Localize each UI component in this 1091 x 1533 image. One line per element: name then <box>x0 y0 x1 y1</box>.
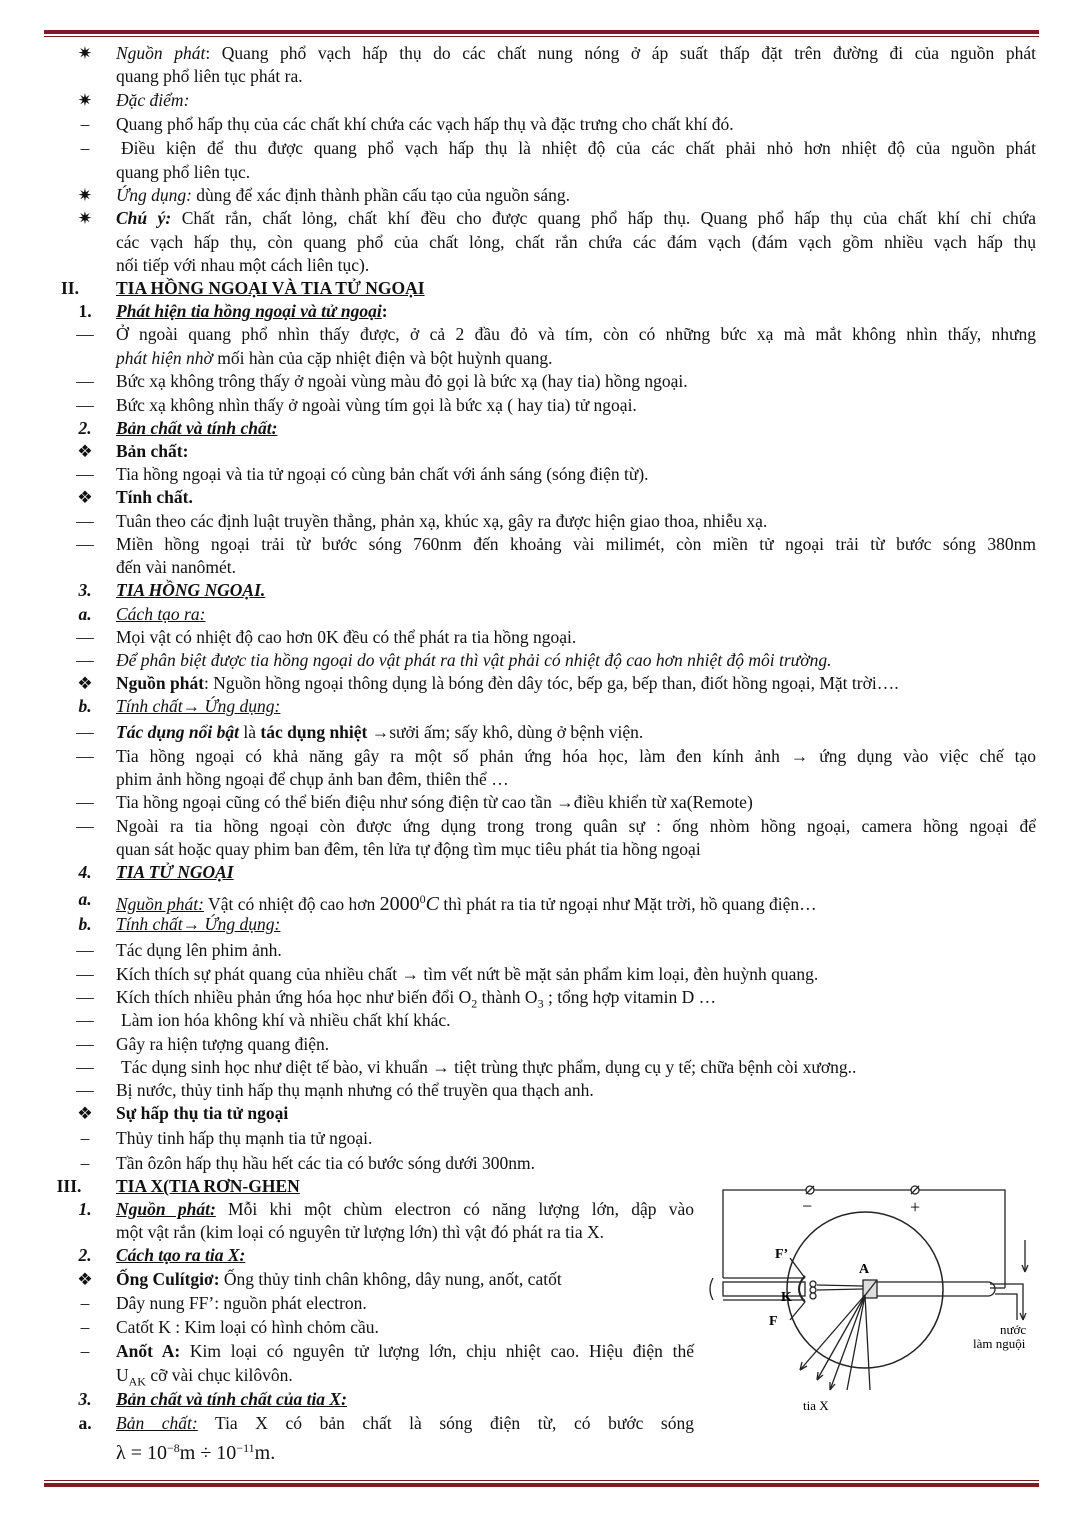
line-text <box>116 963 818 985</box>
text-segment: TIA HỒNG NGOẠI VÀ TIA TỬ NGOẠI <box>116 278 425 298</box>
text-segment: quang phổ liên tục. <box>116 162 251 182</box>
line-text <box>116 649 831 671</box>
text-segment: Chú ý: <box>116 208 172 228</box>
list-marker: 4. <box>78 862 92 882</box>
list-marker: 1. <box>78 301 92 321</box>
text-segment: Sự hấp thụ tia tử ngoại <box>116 1103 289 1123</box>
text-segment: −8 <box>166 1441 180 1455</box>
text-segment: Ở ngoài quang phổ nhìn thấy được, ở cả 2 đầu đỏ và tím, còn có những bức xạ mà mắt không nhìn thấy, nhưng <box>116 324 1036 344</box>
text-segment: Tuân theo các định luật truyền thẳng, phản xạ, khúc xạ, gây ra được hiện giao thoa, nhiễu xạ. <box>116 511 768 531</box>
list-marker: – <box>80 1153 90 1173</box>
list-marker: – <box>80 114 90 134</box>
text-segment: m. <box>254 1441 276 1464</box>
text-segment: → <box>182 914 205 934</box>
list-marker: — <box>76 964 94 984</box>
text-segment: dùng để xác định thành phần cấu tạo của nguồn sáng. <box>191 185 570 205</box>
text-segment: Ứng dụng: <box>204 696 281 716</box>
line-text <box>116 486 193 508</box>
text-segment: các vạch hấp thụ, còn quang phổ của chất lỏng, chất rắn chứa các đám vạch (đám vạch gồm nhiều vạch hấp thụ <box>116 232 1036 252</box>
text-segment: Tính chất <box>116 696 183 716</box>
list-marker: ❖ <box>77 441 93 461</box>
line-text <box>116 791 753 813</box>
line-text <box>116 1292 367 1314</box>
text-segment: Phát hiện tia hồng ngoại và tử ngoại <box>116 301 382 321</box>
line-text <box>116 277 425 299</box>
text-segment: C <box>425 892 439 915</box>
list-marker: III. <box>56 1176 82 1196</box>
line-text <box>116 1127 372 1149</box>
text-segment: Ứng dụng: <box>204 914 281 934</box>
list-marker: 3. <box>78 1389 92 1409</box>
line-text <box>116 695 280 717</box>
text-segment: Ống Culítgiơ: <box>116 1269 220 1289</box>
text-segment: là <box>239 722 261 742</box>
line-text <box>116 1221 604 1243</box>
text-segment: TIA X(TIA RƠN-GHEN <box>116 1176 300 1196</box>
text-segment: Tác dụng nổi bật <box>116 722 240 742</box>
label-cooling: làm nguội <box>973 1336 1026 1351</box>
minus-sign: − <box>802 1196 813 1216</box>
text-segment: Mỗi khi một chùm electron có năng lượng lớn, dập vào <box>215 1199 694 1219</box>
text-segment: Anốt A: <box>116 1341 181 1361</box>
list-marker: ✷ <box>77 43 93 63</box>
text-segment: : Quang phổ vạch hấp thụ do các chất nung nóng ở áp suất thấp đặt trên đường đi của nguồn phát <box>205 43 1036 63</box>
line-text <box>116 1268 562 1290</box>
line-text <box>116 89 189 111</box>
text-segment: Bản chất: <box>116 441 189 461</box>
line-text <box>116 1198 694 1220</box>
list-marker: b. <box>78 696 92 716</box>
text-segment: Tần ôzôn hấp thụ hầu hết các tia có bước sóng dưới 300nm. <box>116 1153 535 1173</box>
text-segment: quang phổ liên tục phát ra. <box>116 66 303 86</box>
text-segment: Dây nung FF’: nguồn phát electron. <box>116 1293 367 1313</box>
line-text <box>116 323 1036 345</box>
text-segment: quan sát hoặc quay phim ban đêm, tên lửa tự động tìm mục tiêu phát tia hồng ngoại <box>116 839 701 859</box>
text-segment: Tính chất <box>116 914 183 934</box>
line-text <box>116 1152 535 1174</box>
label-anode: A <box>859 1262 870 1277</box>
list-marker: 3. <box>78 580 92 600</box>
line-text <box>116 113 734 135</box>
text-segment: →sưởi ấm; sấy khô, dùng ở bệnh viện. <box>367 722 644 742</box>
text-segment: Vật có nhiệt độ cao hơn <box>204 893 380 914</box>
line-text <box>116 1079 594 1101</box>
list-marker: – <box>80 1293 90 1313</box>
list-marker: — <box>76 371 94 391</box>
list-marker: a. <box>78 604 92 624</box>
text-segment: Bức xạ không trông thấy ở ngoài vùng màu đỏ gọi là bức xạ (hay tia) hồng ngoại. <box>116 371 688 391</box>
text-segment: AK <box>128 1374 146 1389</box>
label-f-prime: F’ <box>775 1247 789 1262</box>
list-marker: — <box>76 1034 94 1054</box>
text-segment: tác dụng nhiệt <box>260 722 368 742</box>
text-segment: một vật rắn (kim loại có nguyên tử lượng lớn) thì vật đó phát ra tia X. <box>116 1222 605 1242</box>
list-marker: — <box>76 650 94 670</box>
text-segment: nối tiếp với nhau một cách liên tục). <box>116 255 370 275</box>
line-text <box>116 347 553 369</box>
text-segment: U <box>116 1365 129 1385</box>
text-segment: Kích thích sự phát quang của nhiều chất → tìm vết nứt bề mặt sản phẩm kim loại, đèn huỳnh quang. <box>116 964 819 984</box>
text-segment: TIA TỬ NGOẠI <box>116 862 234 882</box>
list-marker: 2. <box>78 1245 92 1265</box>
label-tia-x: tia X <box>803 1398 829 1413</box>
line-text <box>116 721 643 743</box>
line-text <box>116 161 250 183</box>
label-cathode: K <box>781 1290 792 1305</box>
line-text <box>116 838 701 860</box>
anode-tube <box>865 1282 995 1296</box>
text-segment: Tác dụng lên phim ảnh. <box>116 940 282 960</box>
line-text <box>116 394 637 416</box>
list-marker: — <box>76 940 94 960</box>
list-marker: — <box>76 511 94 531</box>
text-segment: phát hiện nhờ <box>116 348 213 368</box>
text-segment: Tia hồng ngoại cũng có thể biến điệu như sóng điện từ cao tần →điều khiển từ xa(Remote) <box>116 792 753 812</box>
text-segment: Nguồn phát: <box>116 1199 216 1219</box>
top-rule <box>44 30 1039 37</box>
text-segment: Bản chất: <box>116 1413 198 1433</box>
line-text <box>116 1388 347 1410</box>
line-text <box>116 888 817 915</box>
cathode-tube <box>723 1282 805 1296</box>
line-text <box>116 1437 275 1464</box>
text-segment: mối hàn của cặp nhiệt điện và bột huỳnh quang. <box>212 348 553 368</box>
text-segment: Ứng dụng: <box>116 185 192 205</box>
text-segment: Bản chất và tính chất của tia X: <box>116 1389 347 1409</box>
list-marker: — <box>76 792 94 812</box>
line-text <box>116 913 280 935</box>
cathode-k <box>799 1276 805 1302</box>
line-text <box>116 579 265 601</box>
list-marker: a. <box>78 1413 92 1433</box>
text-segment: Gây ra hiện tượng quang điện. <box>116 1034 330 1054</box>
line-text <box>116 417 277 439</box>
text-segment: phim ảnh hồng ngoại để chụp ảnh ban đêm, thiên thể … <box>116 769 509 789</box>
label-water: nước <box>1000 1322 1027 1337</box>
line-text <box>116 745 1036 767</box>
line-text <box>116 603 205 625</box>
line-text <box>116 939 282 961</box>
text-segment: Tia hồng ngoại có khả năng gây ra một số phản ứng hóa học, làm đen kính ảnh → ứng dụng vào việc chế tạo <box>116 746 1036 766</box>
text-segment: Bị nước, thủy tinh hấp thụ mạnh nhưng có thể truyền qua thạch anh. <box>116 1080 594 1100</box>
bottom-rule <box>44 1480 1039 1487</box>
line-text <box>121 1056 856 1078</box>
list-marker: — <box>76 1057 94 1077</box>
text-segment: Nguồn phát <box>116 673 205 693</box>
text-segment: thành O <box>477 987 538 1007</box>
text-segment: Tia X có bản chất là sóng điện từ, có bước sóng <box>197 1413 694 1433</box>
list-marker: ✷ <box>77 90 93 110</box>
line-text <box>116 626 576 648</box>
text-segment: : <box>183 90 190 110</box>
list-marker: ❖ <box>77 1103 93 1123</box>
list-marker: — <box>76 324 94 344</box>
line-text <box>116 300 388 322</box>
line-text <box>116 815 1036 837</box>
text-segment: Miền hồng ngoại trải từ bước sóng 760nm đến khoảng vài milimét, còn miền tử ngoại trải từ bước sóng 380nm <box>116 534 1036 554</box>
line-text <box>116 65 303 87</box>
line-text <box>116 1316 379 1338</box>
line-text <box>116 768 509 790</box>
text-segment: Thủy tinh hấp thụ mạnh tia tử ngoại. <box>116 1128 373 1148</box>
text-segment: Catốt K : Kim loại có hình chỏm cầu. <box>116 1317 379 1337</box>
line-text <box>116 510 767 532</box>
line-text <box>116 1244 245 1266</box>
text-segment: Cách tạo ra: <box>116 604 206 624</box>
text-segment: −11 <box>236 1441 255 1455</box>
text-segment: Điều kiện để thu được quang phổ vạch hấp thụ là nhiệt độ của các chất phải nhỏ hơn nhiệt độ của nguồn phát <box>121 138 1036 158</box>
line-text <box>116 440 188 462</box>
text-segment: thì phát ra tia tử ngoại như Mặt trời, hồ quang điện… <box>438 893 817 914</box>
list-marker: — <box>76 534 94 554</box>
list-marker: 1. <box>78 1199 92 1219</box>
list-marker: — <box>76 746 94 766</box>
list-marker: – <box>80 1317 90 1337</box>
label-f: F <box>769 1314 778 1329</box>
list-marker: — <box>76 627 94 647</box>
list-marker: ❖ <box>77 487 93 507</box>
text-segment: Nguồn phát <box>116 43 206 63</box>
plus-sign: + <box>910 1197 921 1217</box>
text-segment: Mọi vật có nhiệt độ cao hơn 0K đều có thể phát ra tia hồng ngoại. <box>116 627 577 647</box>
text-segment: : <box>381 301 388 321</box>
list-marker: — <box>76 987 94 1007</box>
text-segment: λ = 10 <box>116 1441 167 1464</box>
list-marker: – <box>80 138 90 158</box>
text-segment: Ngoài ra tia hồng ngoại còn được ứng dụng trong trong quân sự : ống nhòm hồng ngoại, camera hồng ngoại để <box>116 816 1036 836</box>
line-text <box>116 533 1036 555</box>
text-segment: Tác dụng sinh học như diệt tế bào, vi khuẩn → tiệt trùng thực phẩm, dụng cụ y tế; chữa bệnh còi xương.. <box>121 1057 857 1077</box>
line-text <box>116 1175 300 1197</box>
text-segment: → <box>182 696 205 716</box>
list-marker: II. <box>61 278 79 298</box>
text-segment: Chất rắn, chất lỏng, chất khí đều cho được quang phổ hấp thụ. Quang phổ hấp thụ của chất khí chỉ chứa <box>171 208 1036 228</box>
list-marker: 2. <box>78 418 92 438</box>
xray-beam <box>800 1295 865 1370</box>
line-text <box>116 556 236 578</box>
list-marker: – <box>80 1341 90 1361</box>
text-segment: m ÷ 10 <box>179 1441 237 1464</box>
text-segment: Quang phổ hấp thụ của các chất khí chứa các vạch hấp thụ và đặc trưng cho chất khí đó. <box>116 114 734 134</box>
text-segment: Đặc điểm <box>116 90 184 110</box>
list-marker: – <box>80 1128 90 1148</box>
text-segment: Cách tạo ra tia X: <box>116 1245 246 1265</box>
line-text <box>116 207 1036 229</box>
text-segment: Kích thích nhiều phản ứng hóa học như biến đổi O <box>116 987 472 1007</box>
line-text <box>116 42 1036 64</box>
text-segment: Nguồn phát: <box>116 893 204 914</box>
list-marker: ✷ <box>77 208 93 228</box>
text-segment: 3 <box>537 996 544 1011</box>
list-marker: — <box>76 722 94 742</box>
line-text <box>116 1033 329 1055</box>
list-marker: — <box>76 1080 94 1100</box>
list-marker: — <box>76 395 94 415</box>
text-segment: Ống thủy tinh chân không, dây nung, anốt, catốt <box>219 1269 562 1289</box>
text-segment: ; tổng hợp vitamin D … <box>543 987 717 1007</box>
list-marker: a. <box>78 889 92 909</box>
line-text <box>121 137 1036 159</box>
text-segment: Kim loại có nguyên tử lượng lớn, chịu nhiệt cao. Hiệu điện thế <box>180 1341 695 1361</box>
line-text <box>116 672 899 694</box>
text-segment: : Nguồn hồng ngoại thông dụng là bóng đèn dây tóc, bếp ga, bếp than, điốt hồng ngoại, Mặt trời…. <box>204 673 899 693</box>
line-text <box>116 1102 288 1124</box>
text-segment: đến vài nanômét. <box>116 557 237 577</box>
line-text <box>116 1412 694 1434</box>
list-marker: — <box>76 464 94 484</box>
line-text <box>121 1009 451 1031</box>
text-segment: cỡ vài chục kilôvôn. <box>145 1365 293 1385</box>
list-marker: b. <box>78 914 92 934</box>
text-segment: 0 <box>419 892 426 906</box>
line-text <box>116 254 369 276</box>
line-text <box>116 1340 694 1362</box>
text-segment: 2000 <box>379 892 420 915</box>
text-segment: Để phân biệt được tia hồng ngoại do vật phát ra thì vật phải có nhiệt độ cao hơn nhiệt độ môi trường. <box>116 650 832 670</box>
text-segment: Làm ion hóa không khí và nhiều chất khí khác. <box>121 1010 451 1030</box>
xray-tube-diagram <box>705 1180 1045 1420</box>
line-text <box>116 231 1036 253</box>
list-marker: ❖ <box>77 1269 93 1289</box>
text-segment: 2 <box>471 996 478 1011</box>
list-marker: — <box>76 1010 94 1030</box>
text-segment: Tia hồng ngoại và tia tử ngoại có cùng bản chất với ánh sáng (sóng điện từ). <box>116 464 649 484</box>
text-segment: Tính chất. <box>116 487 193 507</box>
line-text <box>116 370 688 392</box>
list-marker: ✷ <box>77 185 93 205</box>
line-text <box>116 861 234 883</box>
list-marker: — <box>76 816 94 836</box>
line-text <box>116 184 570 206</box>
line-text <box>116 463 649 485</box>
text-segment: Bức xạ không nhìn thấy ở ngoài vùng tím gọi là bức xạ ( hay tia) tử ngoại. <box>116 395 637 415</box>
list-marker: ❖ <box>77 673 93 693</box>
text-segment: TIA HỒNG NGOẠI. <box>116 580 266 600</box>
text-segment: Bản chất và tính chất: <box>116 418 278 438</box>
